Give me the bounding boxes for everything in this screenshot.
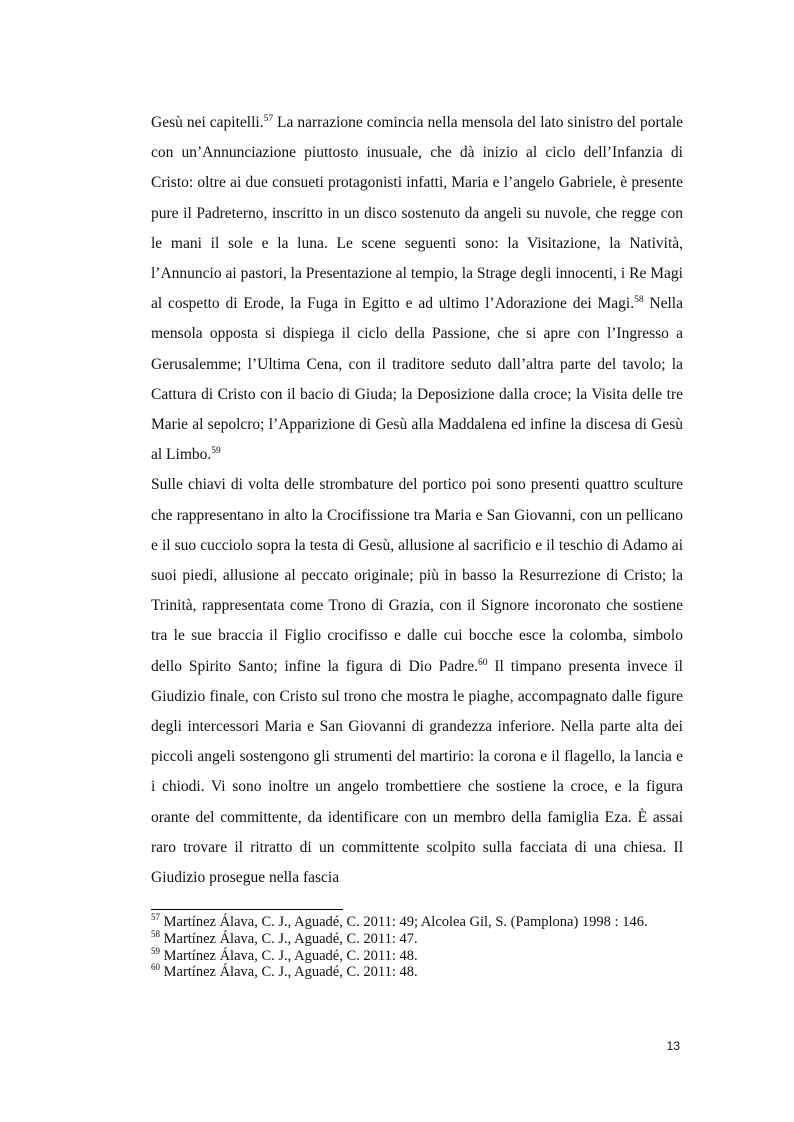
- footnote: [151, 928, 683, 948]
- footnote-number: 57: [151, 912, 160, 923]
- footnote-ref-57[interactable]: 57: [263, 113, 274, 124]
- paragraph-1: [151, 108, 683, 470]
- footnote-text: Martínez Álava, C. J., Aguadé, C. 2011: 48.: [163, 947, 418, 964]
- footnote-text: Martínez Álava, C. J., Aguadé, C. 2011: 47.: [163, 930, 418, 947]
- footnote-ref-58[interactable]: 58: [634, 295, 644, 306]
- footnote-ref-59[interactable]: 59: [211, 446, 221, 457]
- paragraph-1-text-a: Gesù nei capitelli.: [151, 114, 264, 131]
- paragraph-1-text-c: Nella mensola opposta si dispiega il ciclo della Passione, che si apre con l’Ingresso a Gerusalemme; l’Ultima Cena, con il traditore seduto dall’altra parte del tavolo; la Cattura di Cristo con il bacio di Giuda; la Deposizione dalla croce; la Visita delle tre Marie al sepolcro; l’Apparizione di Gesù alla Maddalena ed infine la discesa di Gesù al Limbo.: [151, 295, 683, 464]
- footnote-separator: [151, 909, 343, 910]
- footnote-text: Martínez Álava, C. J., Aguadé, C. 2011: 48.: [163, 964, 418, 981]
- footnote: [151, 945, 683, 965]
- paragraph-1-text-b: La narrazione comincia nella mensola del lato sinistro del portale con un’Annunciazione piuttosto inusuale, che dà inizio al ciclo dell’Infanzia di Cristo: oltre ai due consueti protagonisti infatti, Maria e l’angelo Gabriele, è presente pure il Padreterno, inscritto in un disco sostenuto da angeli su nuvole, che regge con le mani il sole e la luna. Le scene seguenti sono: la Visitazione, la Natività, l’Annuncio ai pastori, la Presentazione al tempio, la Strage degli innocenti, i Re Magi al cospetto di Erode, la Fuga in Egitto e ad ultimo l’Adorazione dei Magi.: [151, 114, 684, 313]
- footnote-ref-60[interactable]: 60: [477, 657, 488, 668]
- paragraph-2: [151, 470, 683, 893]
- footnote: [151, 914, 683, 931]
- footnote-text: Martínez Álava, C. J., Aguadé, C. 2011: 49; Alcolea Gil, S. (Pamplona) 1998 : 146.: [163, 914, 648, 930]
- paragraph-2-text-a: Sulle chiavi di volta delle strombature del portico poi sono presenti quattro sculture che rappresentano in alto la Crocifissione tra Maria e San Giovanni, con un pellicano e il suo cucciolo sopra la testa di Gesù, allusione al sacrificio e il teschio di Adamo ai suoi piedi, allusione al peccato originale; più in basso la Resurrezione di Cristo; la Trinità, rappresentata come Trono di Grazia, con il Signore incoronato che sostiene tra le sue braccia il Figlio crocifisso e dalle cui bocche esce la colomba, simbolo dello Spirito Santo; infine la figura di Dio Padre.: [151, 476, 683, 675]
- page-number: 13: [666, 1039, 680, 1053]
- footnotes: [151, 914, 683, 981]
- footnote-number: 60: [151, 962, 160, 973]
- body-text: [151, 108, 683, 893]
- paragraph-2-text-b: Il timpano presenta invece il Giudizio finale, con Cristo sul trono che mostra le piaghe, accompagnato dalle figure degli intercessori Maria e San Giovanni di grandezza inferiore. Nella parte alta dei piccoli angeli sostengono gli strumenti del martirio: la corona e il flagello, la lancia e i chiodi. Vi sono inoltre un angelo trombettiere che sostiene la croce, e la figura orante del committente, da identificare con un membro della famiglia Eza. È assai raro trovare il ritratto di un committente scolpito sulla facciata di una chiesa. Il Giudizio prosegue nella fascia: [151, 657, 683, 887]
- footnote-number: 58: [151, 928, 160, 939]
- footnote: [151, 964, 683, 981]
- footnote-number: 59: [151, 945, 160, 956]
